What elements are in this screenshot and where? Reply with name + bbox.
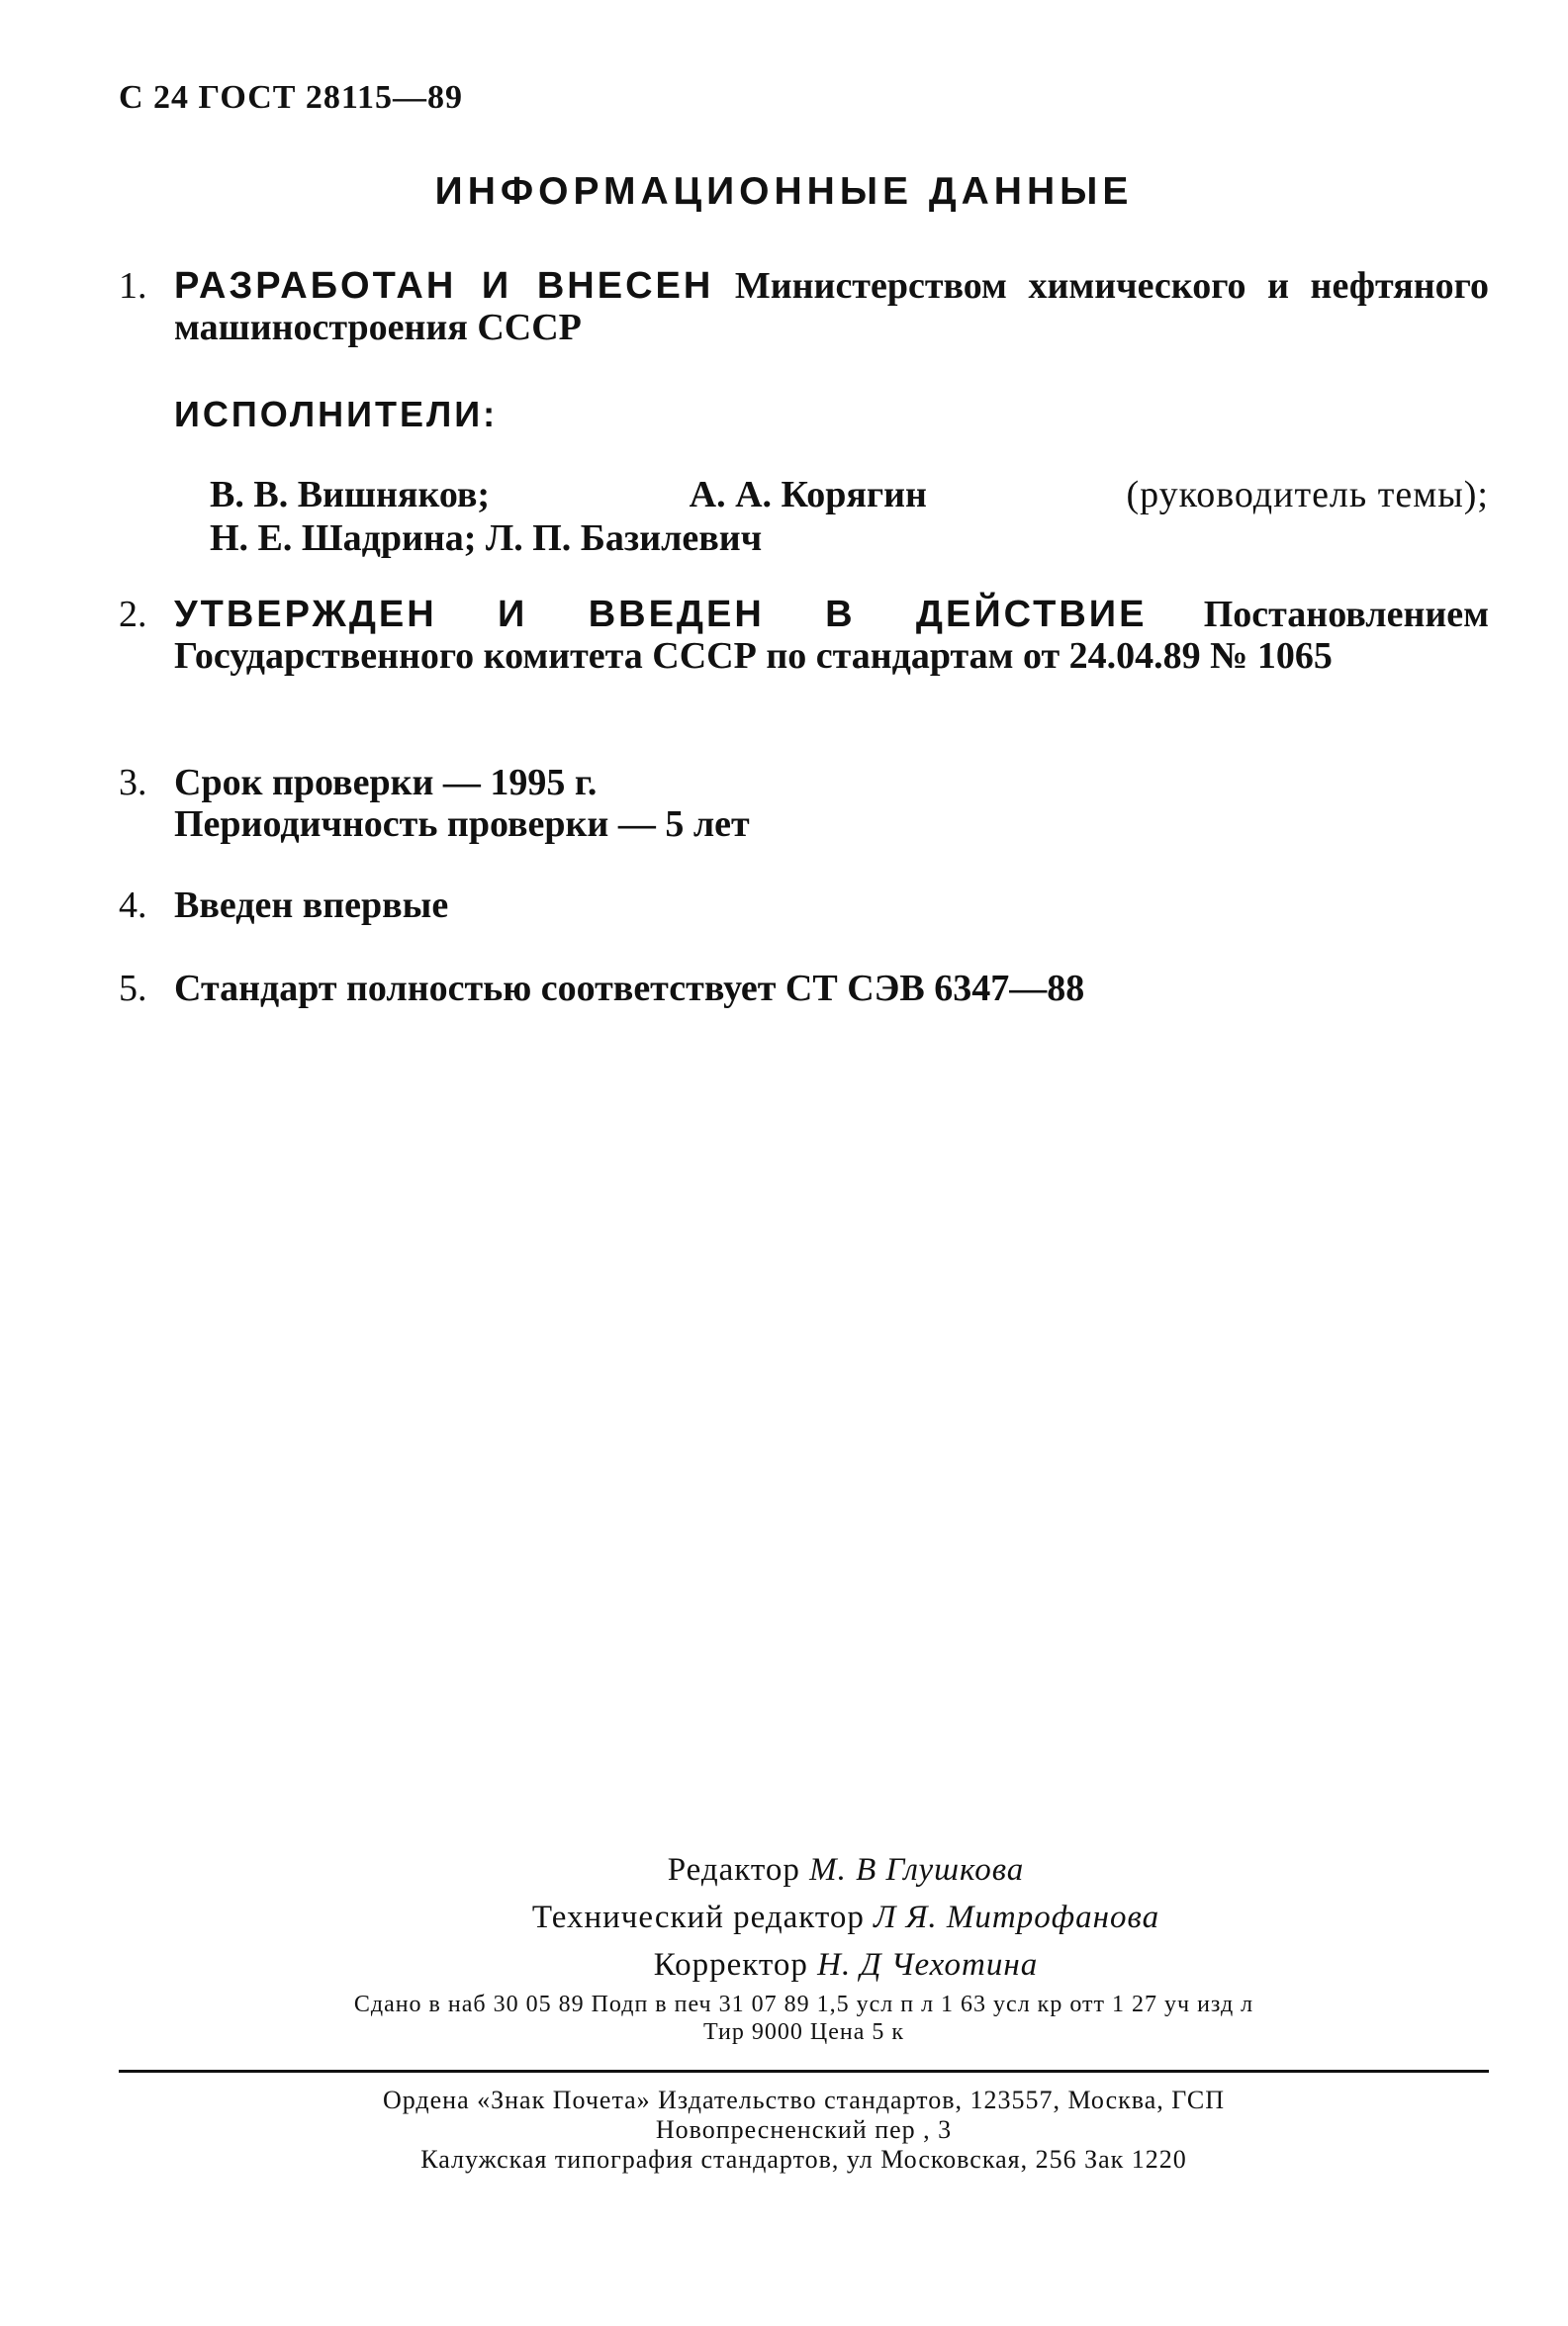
item-line: Срок проверки — 1995 г. — [174, 762, 598, 803]
info-item-4 — [119, 884, 1489, 926]
divider — [119, 2070, 1489, 2073]
item-lead: УТВЕРЖДЕН И ВВЕДЕН В ДЕЙСТВИЕ — [174, 594, 1148, 635]
print-imprint — [119, 1991, 1489, 2046]
item-number: 2. — [119, 594, 147, 635]
credit-corrector — [435, 1941, 1256, 1989]
executor-name: А. А. Корягин — [689, 474, 927, 515]
executors-line-1 — [210, 473, 1489, 516]
info-item-2 — [119, 594, 1489, 677]
item-body — [174, 265, 1489, 348]
page-header: С 24 ГОСТ 28115—89 — [119, 79, 464, 116]
editorial-credits — [435, 1846, 1256, 1989]
item-text: Постановлением Государственного комитета СССР по стандартам от 24.04.89 № 1065 — [174, 594, 1489, 677]
credit-editor — [435, 1846, 1256, 1894]
item-body: Введен впервые — [174, 884, 449, 926]
info-item-1 — [119, 265, 1489, 348]
publisher-line: Новопресненский пер , 3 — [655, 2115, 953, 2144]
executors-list — [210, 473, 1489, 560]
executor-name: В. В. Вишняков; — [210, 474, 491, 515]
item-body: Стандарт полностью соответствует СТ СЭВ 6347—88 — [174, 968, 1085, 1009]
credit-label: Редактор — [667, 1852, 800, 1888]
item-number: 4. — [119, 884, 147, 926]
item-text: Министерством химического и нефтяного машиностроения СССР — [174, 265, 1489, 348]
imprint-line: Сдано в наб 30 05 89 Подп в печ 31 07 89 1,5 усл п л 1 63 усл кр отт 1 27 уч изд л — [353, 1992, 1254, 2017]
item-body — [174, 762, 1489, 845]
info-item-3 — [119, 762, 1489, 845]
item-lead: РАЗРАБОТАН И ВНЕСЕН — [174, 265, 714, 307]
credit-name: М. В Глушкова — [809, 1852, 1025, 1888]
credit-label: Технический редактор — [531, 1900, 865, 1935]
executor-role: (руководитель темы); — [1126, 474, 1489, 515]
item-body — [174, 594, 1489, 677]
item-number: 3. — [119, 762, 147, 803]
publisher-info — [119, 2086, 1489, 2175]
publisher-line: Ордена «Знак Почета» Издательство стандартов, 123557, Москва, ГСП — [382, 2086, 1226, 2114]
executors-heading: ИСПОЛНИТЕЛИ: — [174, 394, 499, 434]
item-number: 5. — [119, 968, 147, 1009]
item-number: 1. — [119, 265, 147, 307]
info-item-5 — [119, 968, 1489, 1009]
credit-name: Н. Д Чехотина — [817, 1947, 1039, 1983]
credit-name: Л Я. Митрофанова — [874, 1900, 1160, 1935]
executors-line-2: Н. Е. Шадрина; Л. П. Базилевич — [210, 517, 763, 559]
publisher-line: Калужская типография стандартов, ул Московская, 256 Зак 1220 — [420, 2145, 1187, 2174]
credit-tech-editor — [435, 1894, 1256, 1941]
page-title: ИНФОРМАЦИОННЫЕ ДАННЫЕ — [434, 170, 1134, 213]
credit-label: Корректор — [653, 1947, 808, 1983]
item-line: Периодичность проверки — 5 лет — [174, 803, 750, 845]
imprint-line: Тир 9000 Цена 5 к — [702, 2019, 905, 2045]
